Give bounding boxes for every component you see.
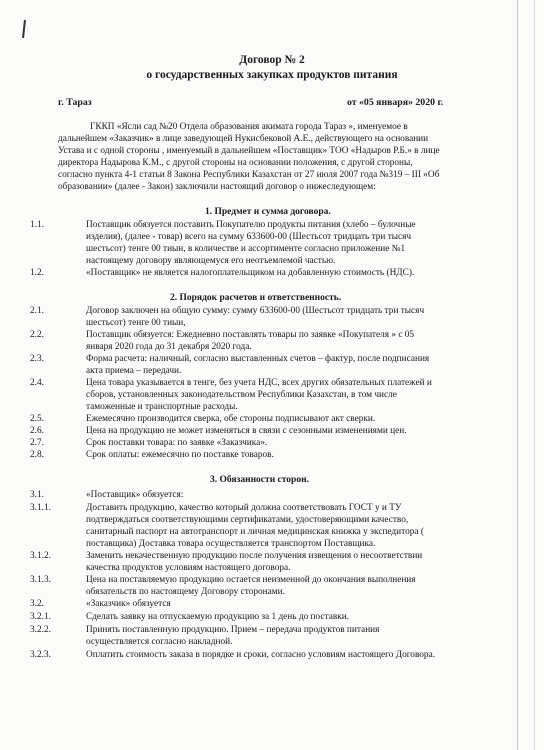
item-number: 2.1. xyxy=(30,306,44,316)
item-line: Доставить продукцию, качество который должна соответствовать ГОСТ у и ТУ xyxy=(86,503,402,513)
item-number: 2.6. xyxy=(30,426,44,436)
item-number: 2.3. xyxy=(30,354,44,364)
item-number: 2.7. xyxy=(30,438,44,448)
item-line: Срок оплаты: ежемесячно по поставке товаров. xyxy=(86,450,274,460)
item-line: шестьсот) тенге 00 тиын, в количестве и ассортименте согласно приложение №1 xyxy=(86,244,406,254)
item-line: Принять поставленную продукцию. Прием – передача продуктов питания xyxy=(86,625,380,635)
item-line: Поставщик обязуется поставить Покупателю продукты питания (хлебо – булочные xyxy=(86,220,416,230)
preamble-line: директора Надырова К.М., с другой стороны на основании положения, с другой стороны, xyxy=(58,158,413,168)
item-line: качества продуктов условиям настоящего договора. xyxy=(86,563,291,573)
item-number: 2.8. xyxy=(30,450,44,460)
preamble-line: Устава и с одной стороны , именуемый в дальнейшем «Поставщик» ТОО «Надыров Р.Б.» в лице xyxy=(58,146,440,156)
item-number: 2.4. xyxy=(30,378,44,388)
item-line: «Поставщик» не является налогоплательщиком на добавленную стоимость (НДС). xyxy=(86,268,415,278)
item-line: подтверждаться соответствующими сертификатами, удостоверяющими качество, xyxy=(86,515,409,525)
item-number: 1.2. xyxy=(30,268,44,278)
preamble-line: дальнейшем «Заказчик» в лице заведующей Нукисбековой А.Е., действующего на основании xyxy=(58,134,429,144)
item-line: Форма расчета: наличный, согласно выставленных счетов – фактур, после подписания xyxy=(86,354,430,364)
item-line: января 2020 года до 31 декабря 2020 года. xyxy=(86,342,252,352)
item-line: обязательств по настоящему Договору сторонами. xyxy=(86,587,285,597)
scan-edge-line xyxy=(517,0,518,750)
item-line: «Поставщик» обязуется: xyxy=(86,490,184,500)
contract-date: от «05 января» 2020 г. xyxy=(347,97,444,108)
item-line: Цена товара указывается в тенге, без учета НДС, всех других обязательных платежей и xyxy=(86,378,432,388)
item-line: шестьсот) тенге 00 тиын, xyxy=(86,318,186,328)
item-number: 3.2.2. xyxy=(30,625,51,635)
item-line: настоящему договору являющемуся его неотъемлемой частью. xyxy=(86,256,336,266)
item-number: 3.1.3. xyxy=(30,575,51,585)
item-line: Срок поставки товара: по заявке «Заказчика». xyxy=(86,438,268,448)
section-heading: 3. Обязанности сторон. xyxy=(210,475,309,485)
item-number: 1.1. xyxy=(30,220,44,230)
preamble-line: согласно пункта 4-1 статьи 8 Закона Республики Казахстан от 27 июля 2007 года №319 – III «Об xyxy=(58,170,440,180)
item-line: Поставщик обязуется: Ежедневно поставлять товары по заявке «Покупателя » с 05 xyxy=(86,330,415,340)
item-line: Договор заключен на общую сумму: сумму 633600-00 (Шестьсот тридцать три тысяч xyxy=(86,306,425,316)
item-line: таможенные и транспортные расходы. xyxy=(86,402,238,412)
item-number: 3.2.1. xyxy=(30,612,51,622)
item-line: Ежемесячно производится сверка, обе стороны подписывают акт сверки. xyxy=(86,414,376,424)
preamble-line: ГККП «Ясли сад №20 Отдела образования акимата города Тараз », именуемое в xyxy=(90,122,408,132)
item-line: Цена на продукцию не может изменяться в связи с сезонными изменениями цен. xyxy=(86,426,407,436)
item-number: 3.2.3. xyxy=(30,650,51,660)
item-number: 3.1.2. xyxy=(30,551,51,561)
item-number: 2.2. xyxy=(30,330,44,340)
item-line: осуществляется согласно накладной. xyxy=(86,637,233,647)
city: г. Тараз xyxy=(58,97,92,108)
item-line: поставщика) Доставка товара осуществляется транспортом Поставщика. xyxy=(86,539,376,549)
item-line: Сделать заявку на отпускаемую продукцию за 1 день до поставки. xyxy=(86,612,350,622)
item-number: 3.2. xyxy=(30,599,44,609)
document-subtitle: о государственных закупках продуктов питания xyxy=(146,69,398,81)
pen-mark xyxy=(22,20,26,38)
item-line: сборов, установленных законодательством Республики Казахстан, в том числе xyxy=(86,390,397,400)
item-line: изделия), (далее - товар) всего на сумму 633600-00 (Шестьсот тридцать три тысяч xyxy=(86,232,412,242)
item-line: «Заказчик» обязуется xyxy=(86,599,171,609)
section-heading: 2. Порядок расчетов и ответственность. xyxy=(170,293,342,303)
item-line: Оплатить стоимость заказа в порядке и сроки, согласно условиям настоящего Договора. xyxy=(86,650,436,660)
item-line: акта приема – передачи. xyxy=(86,366,182,376)
item-number: 3.1.1. xyxy=(30,503,51,513)
item-line: санитарный паспорт на автотранспорт и личная медицинская книжка у экспедитора ( xyxy=(86,527,424,537)
section-heading: 1. Предмет и сумма договора. xyxy=(205,207,331,217)
scan-edge-line xyxy=(534,0,535,750)
preamble-line: образовании» (далее - Закон) заключили настоящий договор о нижеследующем: xyxy=(58,182,376,192)
item-line: Цена на поставляемую продукцию остается неизменной до окончания выполнения xyxy=(86,575,416,585)
item-number: 3.1. xyxy=(30,490,44,500)
item-line: Заменить некачественную продукцию после получения извещения о несоответствии xyxy=(86,551,423,561)
item-number: 2.5. xyxy=(30,414,44,424)
document-title: Договор № 2 xyxy=(239,54,305,66)
